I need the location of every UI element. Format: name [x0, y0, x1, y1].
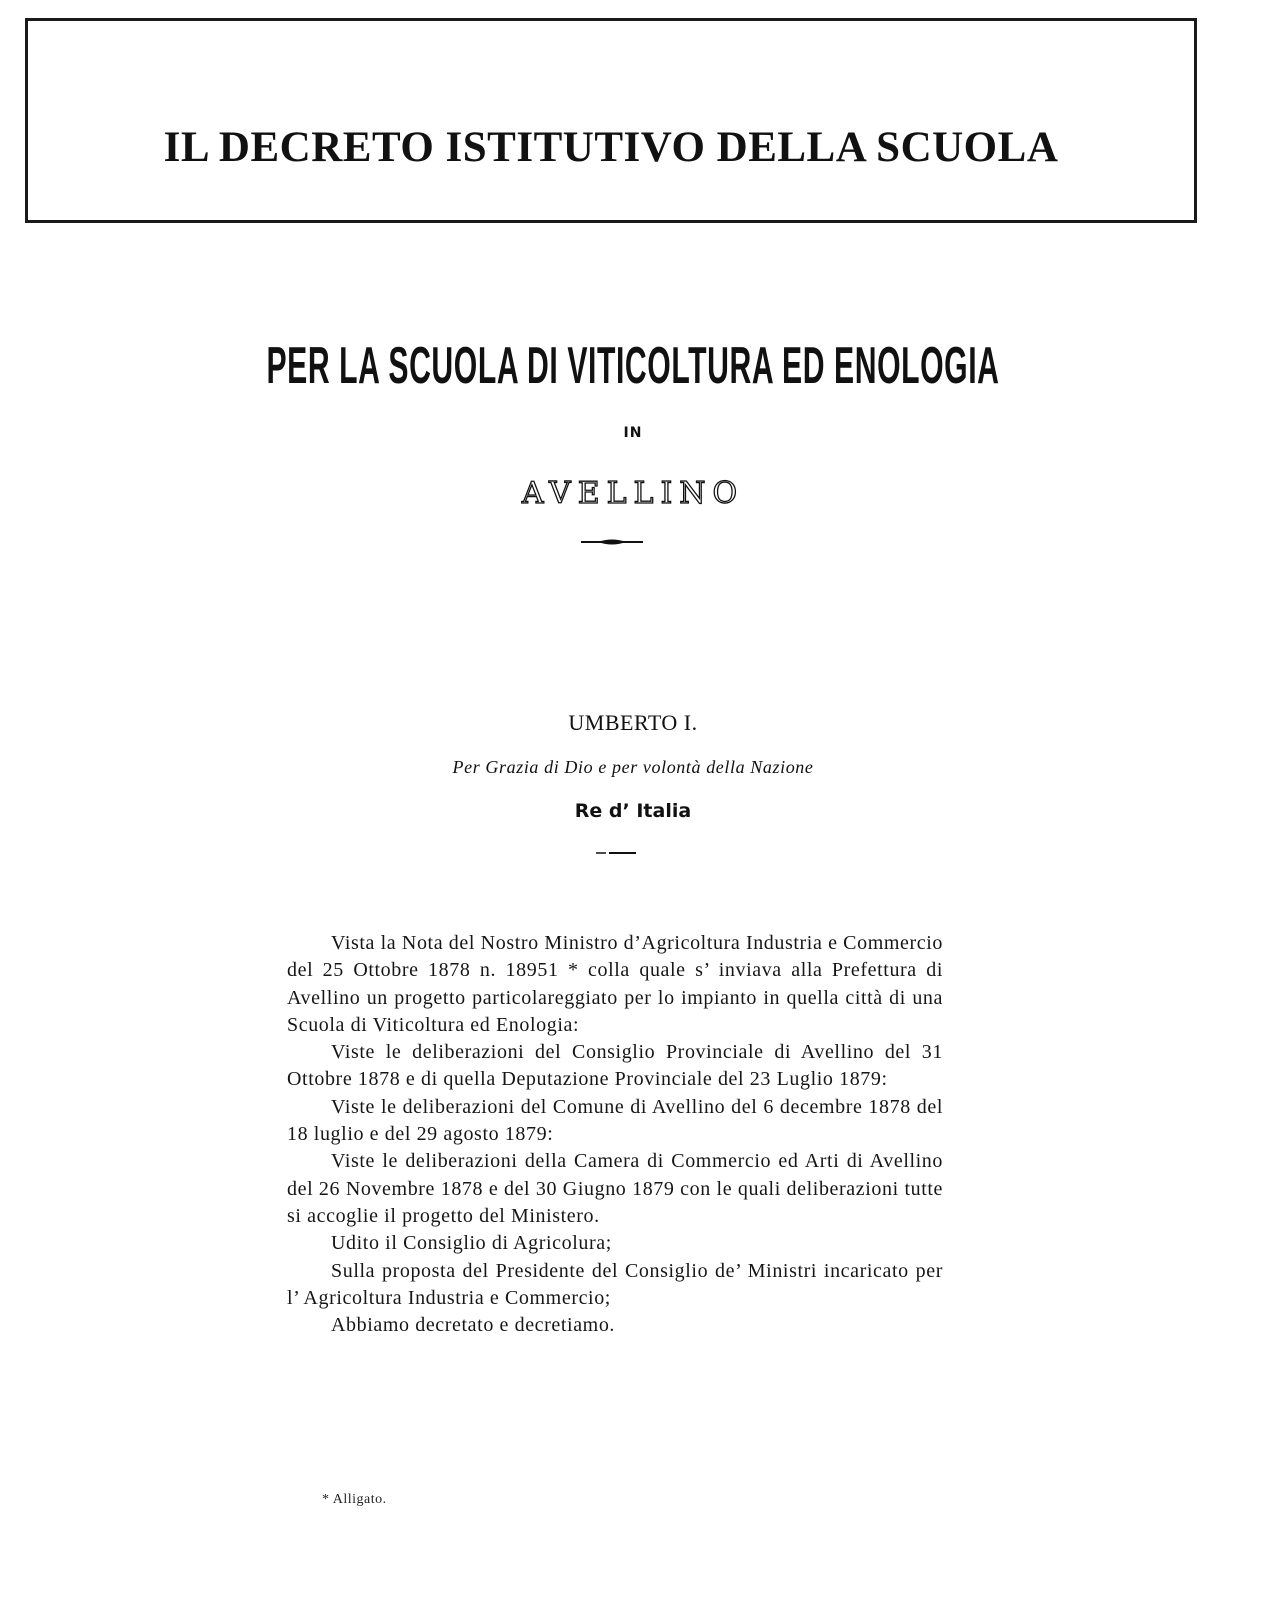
decree-paragraph: Sulla proposta del Presidente del Consiglio de’ Ministri incaricato per l’ Agricoltura Industria e Commercio;: [287, 1259, 943, 1309]
title-banner: [25, 18, 1197, 223]
footnote-text: Alligato.: [332, 1492, 387, 1507]
ornament-divider: [0, 534, 1266, 550]
footnote: [322, 1492, 387, 1508]
decree-text: [287, 930, 943, 1339]
sovereign-name: UMBERTO I.: [568, 710, 698, 735]
decree-paragraph: Abbiamo decretato e decretiamo.: [331, 1314, 616, 1337]
footnote-marker: *: [322, 1492, 330, 1507]
decree-paragraph: Udito il Consiglio di Agricolura;: [331, 1232, 612, 1255]
decree-paragraph: Viste le deliberazioni della Camera di Commercio ed Arti di Avellino del 26 Novembre 1878 e del 30 Giugno 1879 con le quali deliberazioni tutte si accoglie il progetto del Ministero.: [287, 1150, 943, 1227]
school-subtitle: PER LA SCUOLA DI VITICOLTURA ED ENOLOGIA: [266, 337, 1000, 395]
decree-paragraph: Vista la Nota del Nostro Ministro d’Agricoltura Industria e Commercio del 25 Ottobre 1878 n. 18951 * colla quale s’ inviava alla Prefettura di Avellino un progetto particolareggiato per lo impianto in quella città di una Scuola di Viticoltura ed Enologia:: [287, 932, 943, 1036]
sovereign-rank: Re d’ Italia: [574, 800, 692, 822]
sovereign-formula: Per Grazia di Dio e per volontà della Nazione: [452, 757, 814, 777]
city-name: AVELLINO: [521, 476, 745, 511]
page-title: IL DECRETO ISTITUTIVO DELLA SCUOLA: [163, 124, 1059, 171]
decree-paragraph: Viste le deliberazioni del Consiglio Provinciale di Avellino del 31 Ottobre 1878 e di quella Deputazione Provinciale del 23 Luglio 1879:: [287, 1041, 943, 1091]
preposition-in: IN: [623, 425, 643, 441]
decree-paragraph: Viste le deliberazioni del Comune di Avellino del 6 decembre 1878 del 18 luglio e del 29 agosto 1879:: [287, 1095, 943, 1146]
short-divider: [0, 848, 1266, 858]
